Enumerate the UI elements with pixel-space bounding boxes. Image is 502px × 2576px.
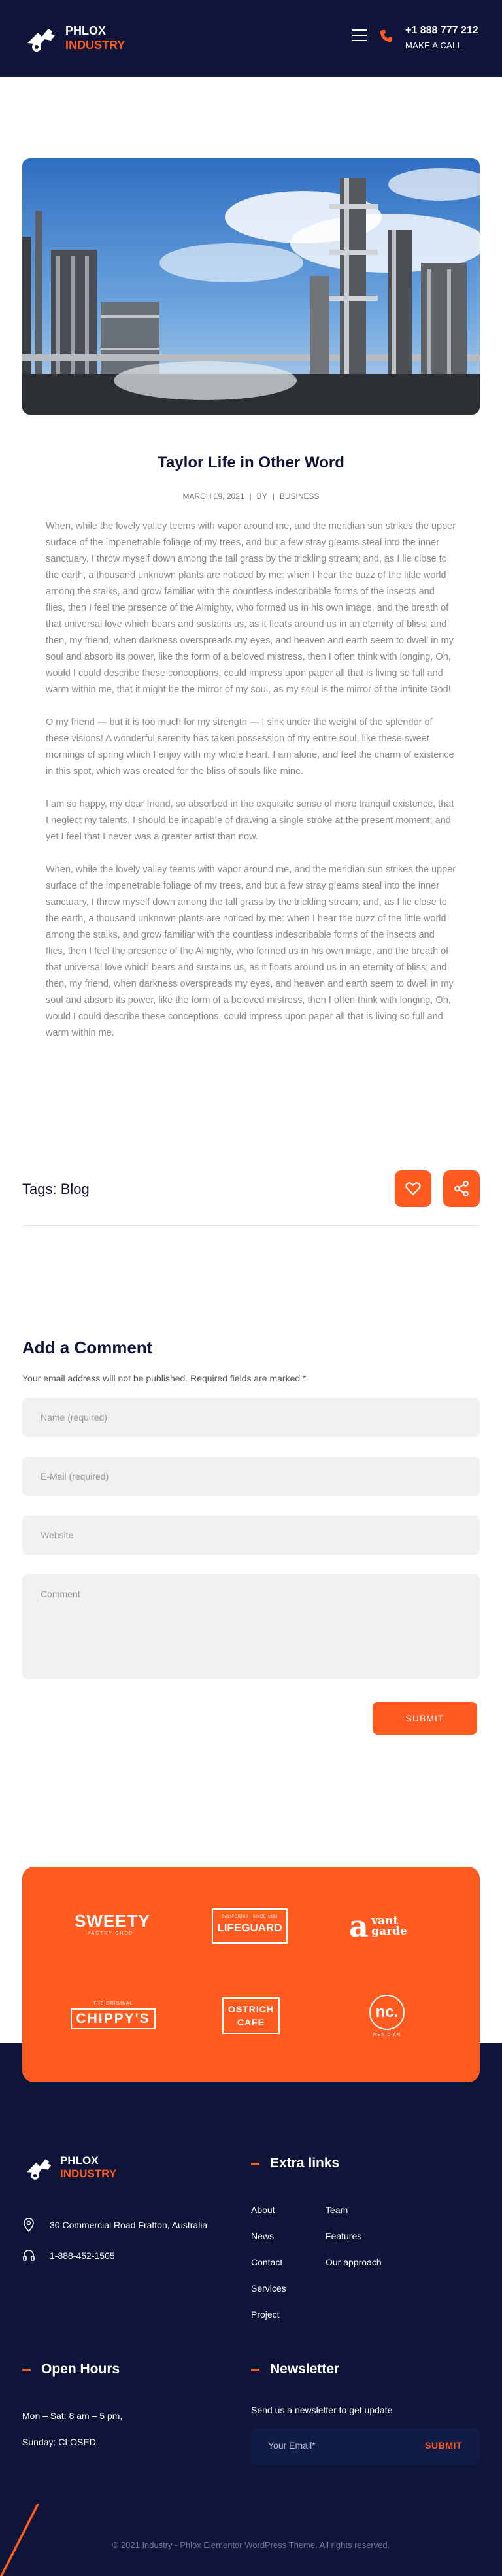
- footer-link-contact[interactable]: Contact: [251, 2257, 283, 2267]
- newsletter-heading: [251, 2362, 339, 2377]
- comment-note: Your email address will not be published. Required fields are marked *: [22, 1373, 307, 1383]
- brand-lifeguard-text: LIFEGUARD: [217, 1922, 282, 1934]
- footer-link-features[interactable]: Features: [326, 2231, 362, 2241]
- post-paragraph: When, while the lovely valley teems with vapor around me, and the meridian sun strikes the upper surface of the impenetrable foliage of my trees, and but a few stray gleams steal into the inner sanctuary, I throw myself down among the tall grass by the trickling stream; and, as I lie close to the earth, a thousand unknown plants are noticed by me: when I hear the buzz of the little world among the stalks, and grow familiar with the countless indescribable forms of the insects and flies, then I feel the presence of the Almighty, who formed us in his own image, and the breath of that universal love which bears and sustains us, as it floats around us in an eternity of bliss; and then, my friend, when darkness overspreads my eyes, and heaven and earth seem to dwell in my soul and absorb its power, like the form of a beloved mistress, then I often think with longing, Oh, would I could describe these conceptions, could impress upon paper all that is living so full and warm within me, that it might be the mirror of my soul, as my soul is the mirror of the infinite God!: [46, 521, 456, 695]
- footer-logo[interactable]: [22, 2151, 116, 2184]
- brand-vantgarde-a: a: [349, 1908, 369, 1944]
- logo-line2: INDUSTRY: [65, 39, 126, 52]
- extra-links-heading: [251, 2156, 339, 2171]
- logo-icon: [22, 2151, 55, 2184]
- footer-link-approach[interactable]: Our approach: [326, 2257, 382, 2267]
- footer-logo-line2: INDUSTRY: [60, 2167, 117, 2180]
- site-header: [0, 0, 502, 77]
- tag-link[interactable]: Blog: [60, 1181, 90, 1197]
- footer-phone-text[interactable]: 1-888-452-1505: [50, 2250, 115, 2261]
- hours-weekdays: Mon – Sat: 8 am – 5 pm,: [22, 2411, 123, 2421]
- heart-icon: [405, 1180, 422, 1197]
- footer-link-project[interactable]: Project: [251, 2309, 280, 2320]
- brand-sweety-sub: PASTRY SHOP: [87, 1931, 134, 1936]
- post-paragraph: When, while the lovely valley teems with vapor around me, and the meridian sun strikes the upper surface of the impenetrable foliage of my trees, and but a few stray gleams steal into the inner sanctuary, I throw myself down among the tall grass by the trickling stream; and, as I lie close to the earth, a thousand unknown plants are noticed by me: when I hear the buzz of the little world among the stalks, and grow familiar with the countless indescribable forms of the insects and flies, then I feel the presence of the Almighty, who formed us in his own image, and the breath of that universal love which bears and sustains us, as it floats around us in an eternity of bliss; and then, my friend, when darkness overspreads my eyes, and heaven and earth seem to dwell in my soul and absorb its power, like the form of a beloved mistress, then I often think with longing, Oh, would I could describe these conceptions, could impress upon paper all that is living so full and warm within me.: [46, 864, 456, 1038]
- logo-icon: [22, 20, 59, 56]
- open-hours-heading-text: Open Hours: [41, 2362, 120, 2377]
- industrial-plant-image: [22, 158, 480, 415]
- share-icon: [453, 1180, 470, 1197]
- brand-nc-sub: MERIDIAN: [373, 2033, 401, 2037]
- brand-chippys-top: THE ORIGINAL: [93, 2001, 133, 2006]
- footer-link-services[interactable]: Services: [251, 2283, 286, 2294]
- post-category[interactable]: BUSINESS: [279, 492, 320, 501]
- brand-vantgarde-text: vant garde: [371, 1914, 407, 1938]
- share-button[interactable]: [443, 1170, 480, 1207]
- post-body: [46, 518, 456, 1058]
- brand-chippys: [71, 2001, 156, 2029]
- open-hours-heading: [22, 2362, 120, 2377]
- post-date: MARCH 19, 2021: [182, 492, 244, 501]
- brand-lifeguard: [212, 1908, 288, 1944]
- header-call-label[interactable]: MAKE A CALL: [405, 41, 463, 50]
- newsletter-email-placeholder: Your Email*: [268, 2440, 316, 2450]
- website-field[interactable]: Website: [22, 1516, 480, 1555]
- brand-sweety-text: SWEETY: [75, 1911, 150, 1931]
- brands-panel: [22, 1867, 480, 2082]
- submit-comment-button[interactable]: SUBMIT: [373, 1702, 477, 1735]
- phone-icon[interactable]: [379, 29, 393, 43]
- post-meta: MARCH 19, 2021 | BY | BUSINESS: [182, 492, 320, 501]
- footer-address-text: 30 Commercial Road Fratton, Australia: [50, 2220, 208, 2230]
- post-title: Taylor Life in Other Word: [158, 454, 344, 471]
- post-by: BY: [256, 492, 267, 501]
- copyright-text: © 2021 Industry - Phlox Elementor WordPress Theme. All rights reserved.: [112, 2540, 390, 2550]
- comment-textarea[interactable]: Comment: [22, 1574, 480, 1679]
- newsletter-submit-button[interactable]: SUBMIT: [425, 2440, 463, 2450]
- headset-icon: [22, 2249, 35, 2262]
- newsletter-text: Send us a newsletter to get update: [251, 2405, 393, 2415]
- footer-link-about[interactable]: About: [251, 2205, 275, 2215]
- footer-phone: [22, 2249, 115, 2262]
- comment-heading: Add a Comment: [22, 1338, 153, 1357]
- brand-vantgarde: [349, 1908, 414, 1944]
- hamburger-menu-icon[interactable]: [352, 29, 367, 42]
- header-phone-number[interactable]: +1 888 777 212: [405, 25, 478, 36]
- brand-ostrich: OSTRICH CAFE: [222, 1997, 280, 2034]
- footer-address: [22, 2218, 207, 2232]
- footer-logo-line1: PHLOX: [60, 2154, 99, 2167]
- like-button[interactable]: [395, 1170, 431, 1207]
- hours-sunday: Sunday: CLOSED: [22, 2437, 96, 2447]
- divider: [22, 1225, 480, 1226]
- extra-links-heading-text: Extra links: [270, 2156, 340, 2171]
- site-logo[interactable]: [22, 20, 125, 56]
- brand-nc: [367, 1995, 407, 2037]
- post-paragraph: I am so happy, my dear friend, so absorbed in the exquisite sense of mere tranquil existence, that I neglect my talents. I should be incapable of drawing a single stroke at the present moment; and yet I feel that I never was a greater artist than now.: [46, 799, 454, 842]
- footer-link-team[interactable]: Team: [326, 2205, 348, 2215]
- post-tags: [22, 1181, 90, 1198]
- footer-link-news[interactable]: News: [251, 2231, 275, 2241]
- brand-sweety: [75, 1911, 150, 1936]
- tags-label: Tags:: [22, 1181, 57, 1197]
- name-field[interactable]: Name (required): [22, 1398, 480, 1437]
- location-pin-icon: [22, 2218, 35, 2232]
- email-field[interactable]: E-Mail (required): [22, 1457, 480, 1496]
- post-featured-image: [22, 158, 480, 415]
- brand-lifeguard-top: CALIFORNIA · SINCE 1986: [222, 1915, 278, 1919]
- brand-nc-text: nc.: [369, 1995, 405, 2030]
- post-paragraph: O my friend — but it is too much for my strength — I sink under the weight of the splendor of these visions! A wonderful serenity has taken possession of my entire soul, like these sweet mornings of spring which I enjoy with my whole heart. I am alone, and feel the charm of existence in this spot, which was created for the bliss of souls like mine.: [46, 717, 454, 777]
- brand-chippys-text: CHIPPY'S: [71, 2008, 156, 2029]
- logo-line1: PHLOX: [65, 24, 107, 37]
- newsletter-heading-text: Newsletter: [270, 2362, 340, 2377]
